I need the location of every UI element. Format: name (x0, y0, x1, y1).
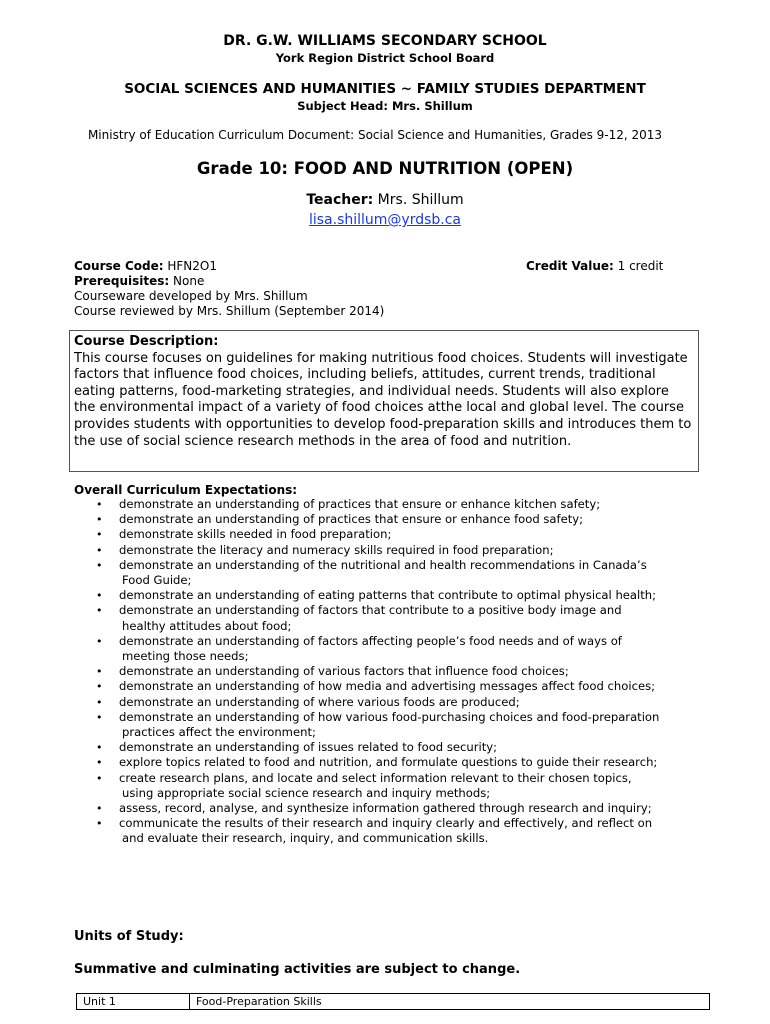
expectation-text-continued: using appropriate social science research and inquiry methods; (122, 785, 491, 800)
expectation-text: demonstrate skills needed in food preparation; (119, 527, 392, 542)
teacher-label: Teacher: (306, 192, 374, 208)
unit-title-cell: Food-Preparation Skills (190, 994, 710, 1010)
credit-value-line (526, 259, 663, 273)
bullet-icon: • (96, 680, 103, 694)
teacher-email-link[interactable]: lisa.shillum@yrdsb.ca (308, 212, 462, 228)
school-board: York Region District School Board (275, 51, 495, 65)
teacher-line (0, 192, 770, 208)
course-code-value: HFN2O1 (163, 259, 217, 273)
expectation-text: explore topics related to food and nutrition, and formulate questions to guide their research; (119, 755, 658, 770)
bullet-icon: • (96, 543, 103, 557)
expectation-text-continued: and evaluate their research, inquiry, and communication skills. (122, 831, 489, 846)
bullet-icon: • (96, 756, 103, 770)
expectation-text: demonstrate an understanding of eating patterns that contribute to optimal physical health; (119, 588, 657, 603)
expectations-heading: Overall Curriculum Expectations: (74, 483, 298, 497)
course-description-heading: Course Description: (74, 334, 219, 349)
expectation-item (96, 512, 736, 527)
bullet-icon: • (96, 634, 103, 648)
courseware-developed: Courseware developed by Mrs. Shillum (74, 289, 308, 303)
bullet-icon: • (96, 665, 103, 679)
expectation-text: demonstrate an understanding of how media and advertising messages affect food choices; (119, 679, 656, 694)
bullet-icon: • (96, 741, 103, 755)
expectation-item (96, 755, 736, 770)
expectation-text: demonstrate an understanding of practices that ensure or enhance food safety; (119, 512, 584, 527)
expectation-text: demonstrate an understanding of the nutritional and health recommendations in Canada’s (119, 557, 647, 572)
expectations-list (96, 497, 736, 847)
expectation-item (96, 710, 736, 740)
expectation-text: assess, record, analyse, and synthesize information gathered through research and inquiry; (119, 801, 652, 816)
course-title: Grade 10: FOOD AND NUTRITION (OPEN) (196, 159, 574, 178)
expectation-item (96, 801, 736, 816)
units-table-body (77, 994, 710, 1010)
expectation-text-continued: healthy attitudes about food; (122, 618, 292, 633)
expectation-item (96, 527, 736, 542)
expectation-text: demonstrate an understanding of various factors that influence food choices; (119, 664, 569, 679)
table-row (77, 994, 710, 1010)
expectation-text-continued: Food Guide; (122, 573, 192, 588)
credit-value-label: Credit Value: (526, 259, 614, 273)
units-heading: Units of Study: (74, 929, 184, 944)
subject-head: Subject Head: Mrs. Shillum (297, 99, 473, 113)
department-heading: SOCIAL SCIENCES AND HUMANITIES ~ FAMILY STUDIES DEPARTMENT (124, 81, 646, 97)
bullet-icon: • (96, 802, 103, 816)
units-table (76, 993, 710, 1010)
bullet-icon: • (96, 695, 103, 709)
expectation-text: demonstrate an understanding of factors affecting people’s food needs and of ways of (119, 633, 622, 648)
summative-note: Summative and culminating activities are subject to change. (74, 962, 521, 977)
expectation-item (96, 588, 736, 603)
expectation-text: demonstrate an understanding of practices that ensure or enhance kitchen safety; (119, 497, 601, 511)
expectation-item (96, 664, 736, 679)
expectation-text-continued: practices affect the environment; (122, 725, 316, 740)
expectation-item (96, 740, 736, 755)
expectation-text: demonstrate an understanding of how various food-purchasing choices and food-preparation (119, 709, 660, 724)
course-description-box (69, 330, 699, 472)
expectation-item (96, 771, 736, 801)
expectation-text: demonstrate the literacy and numeracy skills required in food preparation; (119, 542, 554, 557)
expectation-item (96, 679, 736, 694)
bullet-icon: • (96, 604, 103, 618)
bullet-icon: • (96, 498, 103, 511)
course-reviewed: Course reviewed by Mrs. Shillum (September 2014) (74, 304, 385, 318)
expectation-item (96, 634, 736, 664)
prerequisites-value: None (169, 274, 205, 288)
expectation-item (96, 816, 736, 846)
course-description-text: This course focuses on guidelines for making nutritious food choices. Students will investigate factors that influence food choices, including beliefs, attitudes, current trends, traditional eating patterns, food-marketing strategies, and individual needs. Students will also explore the environmental impact of a variety of food choices atthe local and global level. The course provides students with opportunities to develop food-preparation skills and introduces them to the use of social science research methods in the area of food and nutrition. (74, 350, 692, 449)
expectation-text: demonstrate an understanding of factors that contribute to a positive body image and (119, 603, 622, 618)
prerequisites-label: Prerequisites: (74, 274, 170, 288)
expectation-text: demonstrate an understanding of where various foods are produced; (119, 694, 520, 709)
expectation-item (96, 603, 736, 633)
bullet-icon: • (96, 589, 103, 603)
expectation-item (96, 558, 736, 588)
bullet-icon: • (96, 513, 103, 527)
teacher-email-line (0, 212, 770, 228)
bullet-icon: • (96, 558, 103, 572)
bullet-icon: • (96, 771, 103, 785)
expectation-text: communicate the results of their research and inquiry clearly and effectively, and reflect on (119, 816, 653, 831)
bullet-icon: • (96, 528, 103, 542)
expectation-item (96, 543, 736, 558)
course-code-label: Course Code: (74, 259, 164, 273)
credit-value: 1 credit (613, 259, 664, 273)
prerequisites-line (74, 274, 714, 289)
bullet-icon: • (96, 817, 103, 831)
unit-number-cell: Unit 1 (77, 994, 190, 1010)
teacher-name: Mrs. Shillum (373, 192, 464, 208)
ministry-document: Ministry of Education Curriculum Document: Social Science and Humanities, Grades 9-12, 2013 (87, 128, 663, 142)
school-name: DR. G.W. WILLIAMS SECONDARY SCHOOL (223, 33, 547, 49)
expectation-text: demonstrate an understanding of issues related to food security; (119, 740, 498, 755)
expectation-item (96, 497, 736, 512)
expectation-item (96, 695, 736, 710)
expectation-text-continued: meeting those needs; (122, 649, 249, 664)
expectation-text: create research plans, and locate and select information relevant to their chosen topics, (119, 770, 632, 785)
bullet-icon: • (96, 710, 103, 724)
